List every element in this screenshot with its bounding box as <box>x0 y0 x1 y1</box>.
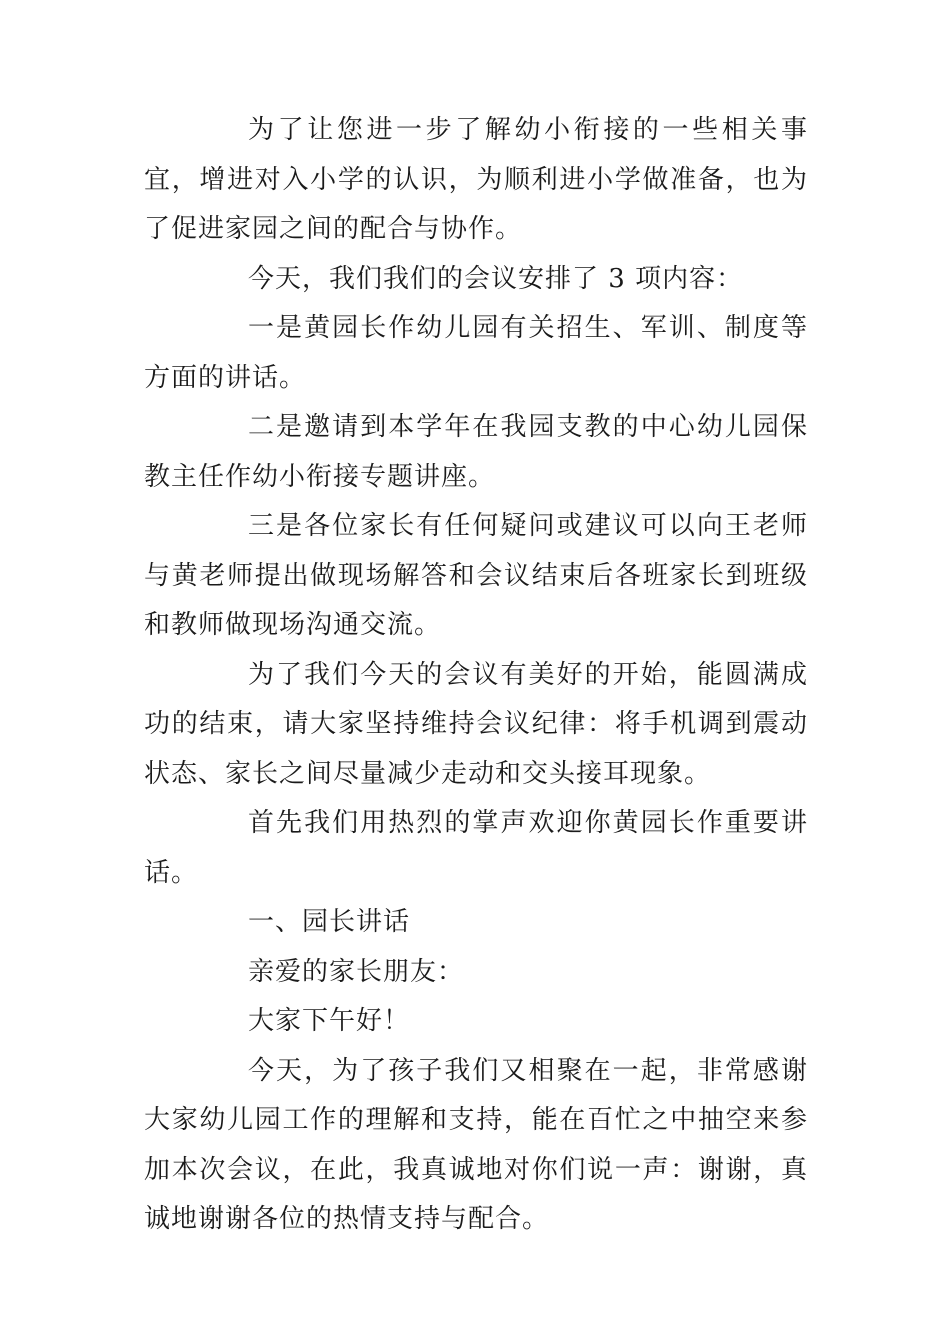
paragraph-agenda-item-3: 三是各位家长有任何疑问或建议可以向王老师与黄老师提出做现场解答和会议结束后各班家长到班级和教师做现场沟通交流。 <box>144 511 808 640</box>
paragraph-greeting: 大家下午好！ <box>248 1006 411 1036</box>
paragraph-thanks: 今天，为了孩子我们又相聚在一起，非常感谢大家幼儿园工作的理解和支持，能在百忙之中抽空来参加本次会议，在此，我真诚地对你们说一声：谢谢，真诚地谢谢各位的热情支持与配合。 <box>144 1055 808 1234</box>
paragraph-salutation: 亲爱的家长朋友： <box>248 956 465 987</box>
paragraph-agenda-item-2: 二是邀请到本学年在我园支教的中心幼儿园保教主任作幼小衔接专题讲座。 <box>144 412 808 492</box>
paragraph-agenda-intro: 今天，我们我们的会议安排了 3 项内容： <box>248 263 744 294</box>
section-heading: 一、园长讲话 <box>248 907 411 937</box>
document-body <box>144 106 808 1245</box>
paragraph-purpose: 为了让您进一步了解幼小衔接的一些相关事宜，增进对入小学的认识，为顺利进小学做准备，也为了促进家园之间的配合与协作。 <box>144 115 808 244</box>
paragraph-discipline: 为了我们今天的会议有美好的开始，能圆满成功的结束，请大家坚持维持会议纪律：将手机调到震动状态、家长之间尽量减少走动和交头接耳现象。 <box>144 659 808 789</box>
paragraph-welcome: 首先我们用热烈的掌声欢迎你黄园长作重要讲话。 <box>144 808 808 888</box>
paragraph-agenda-item-1: 一是黄园长作幼儿园有关招生、军训、制度等方面的讲话。 <box>144 313 808 393</box>
